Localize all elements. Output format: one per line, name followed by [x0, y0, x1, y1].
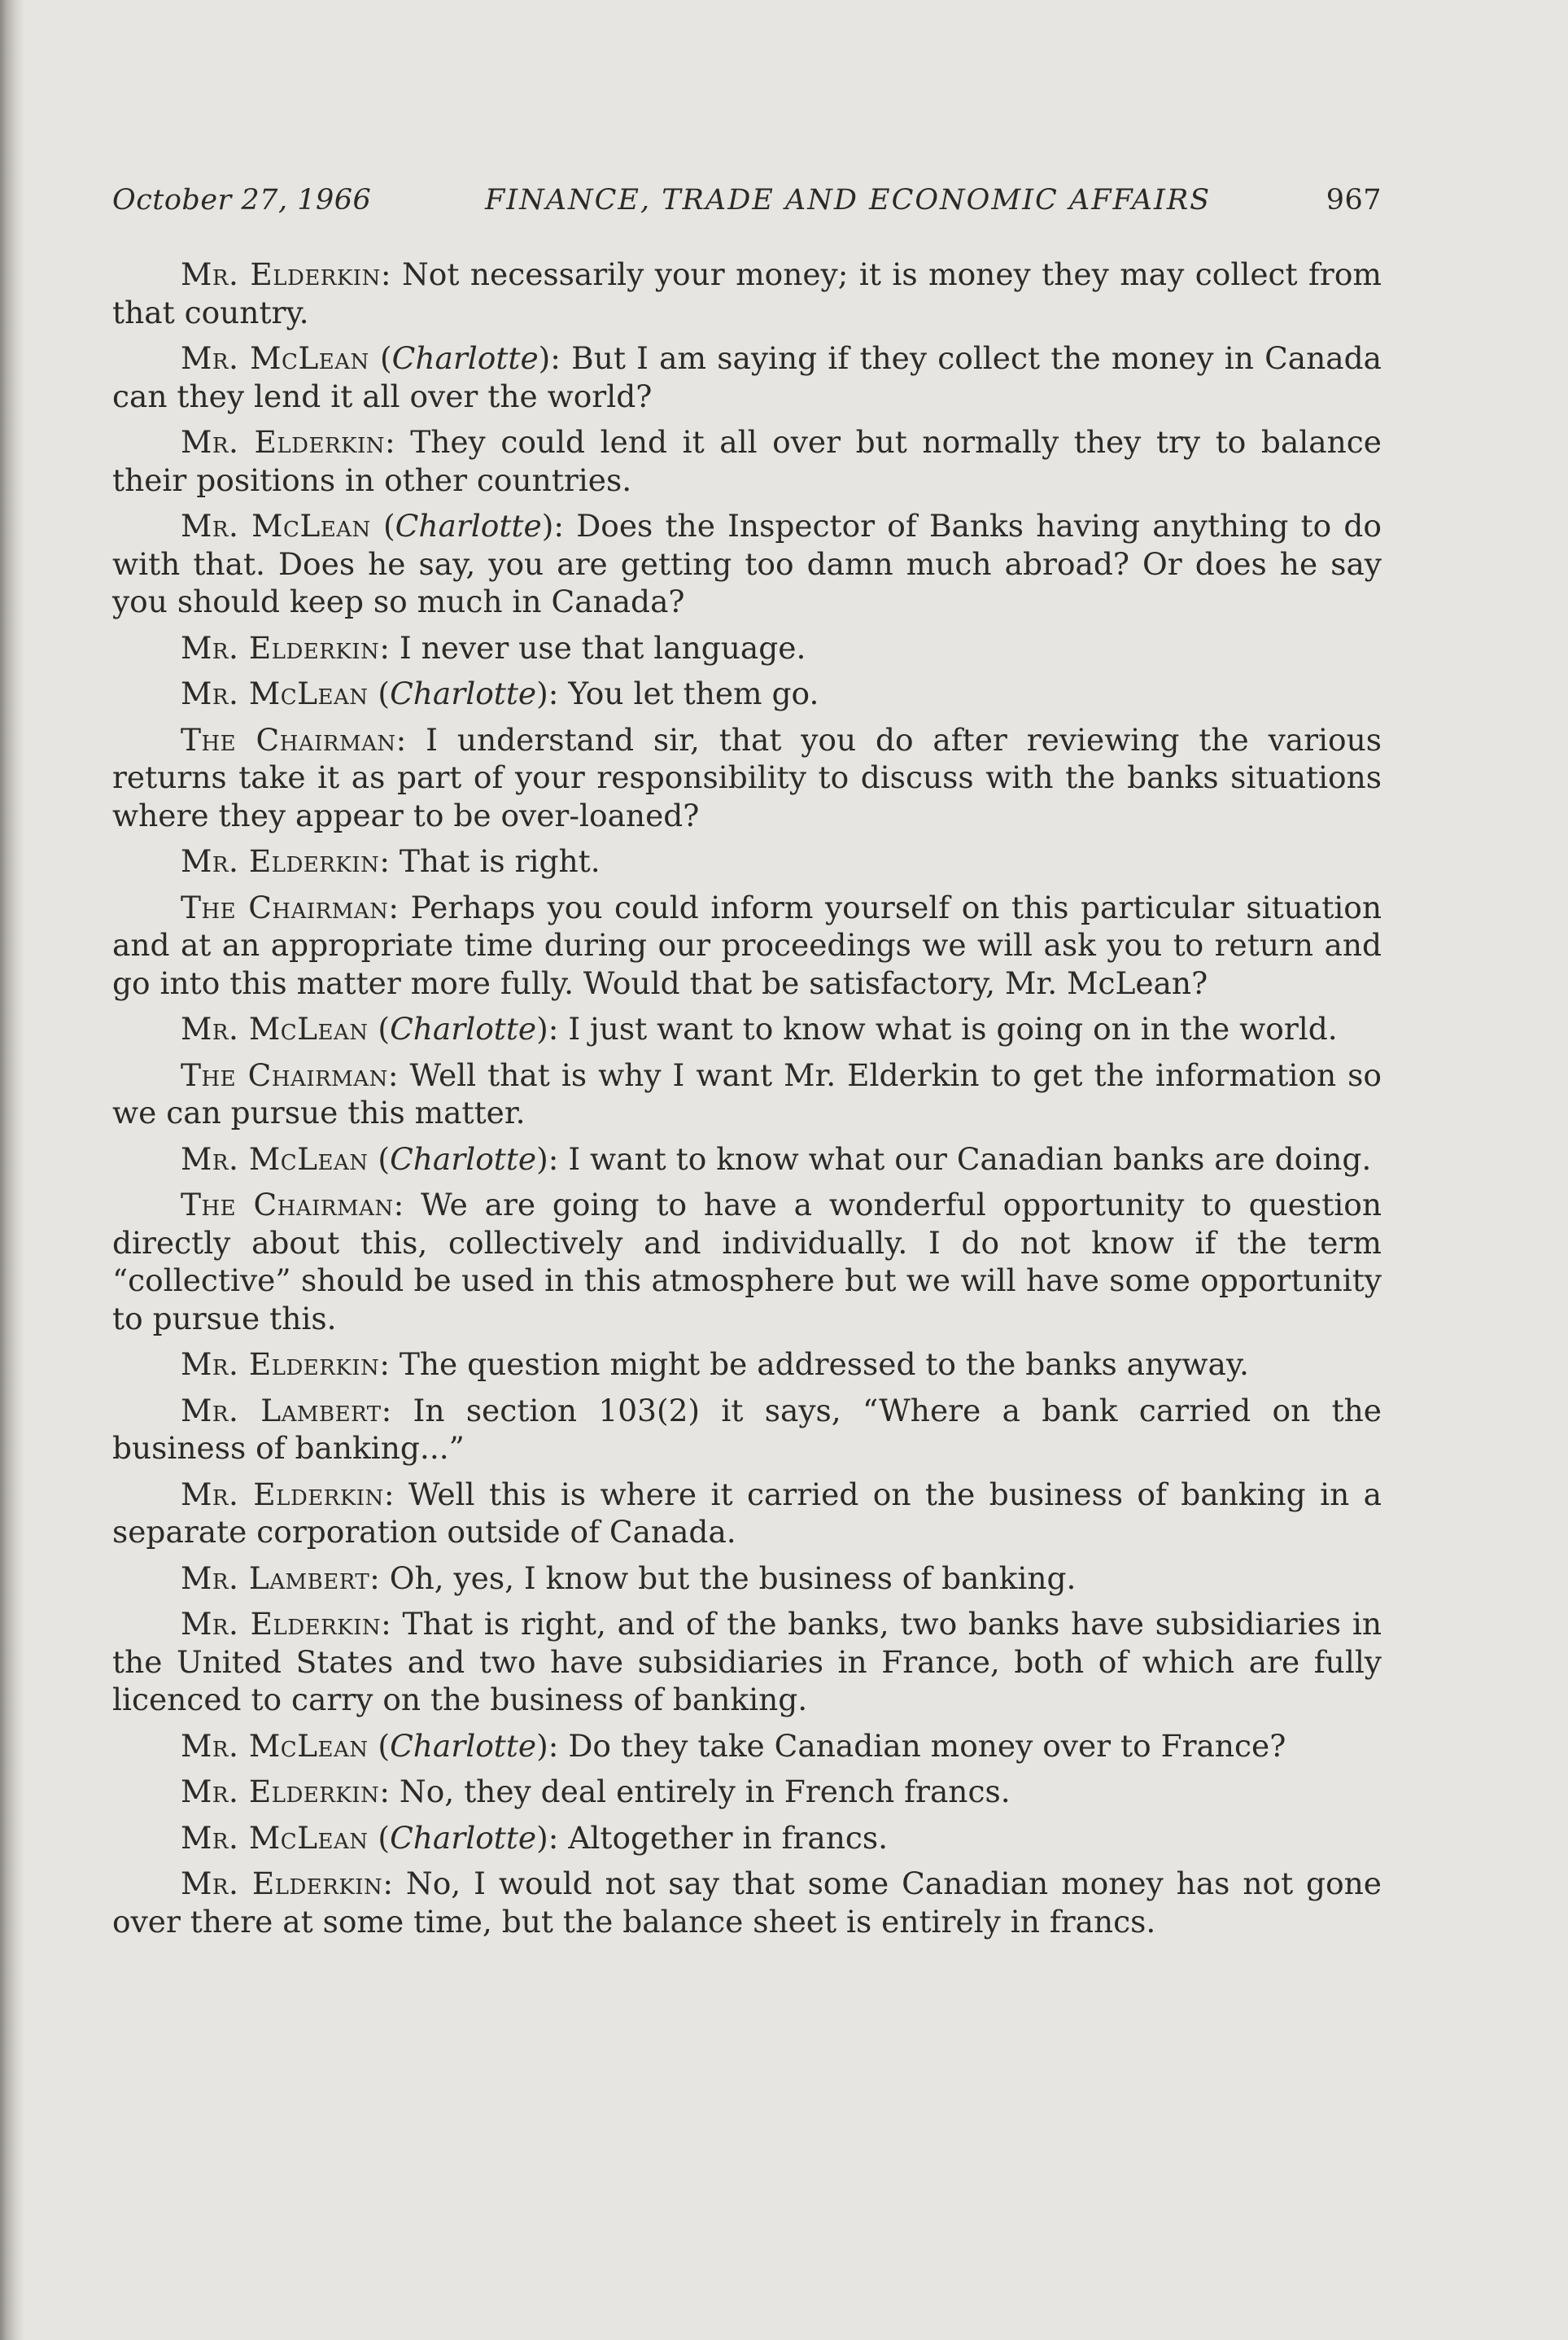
transcript-paragraph: Mr. Elderkin: Not necessarily your money; it is money they may collect from that country.	[112, 256, 1382, 330]
speaker-name: Mr. Elderkin	[181, 256, 381, 292]
transcript-paragraph: Mr. McLean (Charlotte): Do they take Canadian money over to France?	[181, 1727, 1286, 1764]
speaker-name: Mr. Elderkin	[181, 424, 385, 460]
speaker-name: The Chairman	[181, 889, 389, 925]
transcript-paragraph: Mr. McLean (Charlotte): I want to know what our Canadian banks are doing.	[181, 1140, 1372, 1177]
speaker-riding: Charlotte	[390, 1819, 537, 1856]
speech-text: We are going to have a wonderful opportunity to question directly about this, collectively and individually. I do not know if the term “collective” should be used in this atmosphere but we will have some opportunity to pursue this.	[112, 1187, 1382, 1336]
transcript-paragraph: Mr. Lambert: Oh, yes, I know but the business of banking.	[181, 1559, 1077, 1596]
speech-text: No, I would not say that some Canadian money has not gone over there at some time, but the balance sheet is entirely in francs.	[112, 1865, 1382, 1940]
speaker-riding: Charlotte	[395, 508, 542, 544]
speech-text: Perhaps you could inform yourself on this particular situation and at an appropriate time during our proceedings we will ask you to return and go into this matter more fully. Would that be satisfactory, Mr. McLean?	[112, 889, 1382, 1001]
speaker-name: Mr. Lambert	[181, 1559, 370, 1596]
transcript-body	[112, 256, 1382, 1949]
transcript-paragraph: Mr. Elderkin: No, I would not say that some Canadian money has not gone over there at some time, but the balance sheet is entirely in francs.	[112, 1865, 1382, 1940]
speaker-name: Mr. McLean	[181, 508, 371, 544]
transcript-paragraph: The Chairman: I understand sir, that you do after reviewing the various returns take it as part of your responsibility to discuss with the banks situations where they appear to be over-loaned?	[112, 721, 1382, 833]
speaker-name: Mr. Elderkin	[181, 1606, 382, 1642]
speaker-name: Mr. Elderkin	[181, 1476, 384, 1512]
transcript-paragraph: Mr. Elderkin: That is right, and of the banks, two banks have subsidiaries in the United States and two have subsidiaries in France, both of which are fully licenced to carry on the business of banking.	[112, 1606, 1382, 1717]
speaker-name: Mr. Lambert	[181, 1392, 382, 1428]
speech-text: I just want to know what is going on in the world.	[568, 1011, 1338, 1047]
transcript-paragraph: The Chairman: Perhaps you could inform yourself on this particular situation and at an appropriate time during our proceedings we will ask you to return and go into this matter more fully. Would that be satisfactory, Mr. McLean?	[112, 889, 1382, 1001]
speaker-name: Mr. McLean	[181, 676, 369, 711]
speech-text: I never use that language.	[399, 629, 806, 666]
speech-text: They could lend it all over but normally they try to balance their positions in other countries.	[112, 424, 1382, 498]
speaker-name: The Chairman	[181, 1056, 388, 1093]
speaker-riding: Charlotte	[390, 1011, 537, 1047]
speaker-riding: Charlotte	[390, 1140, 537, 1177]
speaker-name: Mr. Elderkin	[181, 1774, 380, 1809]
running-header	[112, 184, 1382, 225]
speech-text: Not necessarily your money; it is money they may collect from that country.	[112, 256, 1382, 330]
page-number: 967	[1326, 184, 1382, 217]
speaker-riding: Charlotte	[390, 676, 537, 711]
speech-text: You let them go.	[568, 676, 819, 711]
transcript-paragraph: The Chairman: We are going to have a wonderful opportunity to question directly about this, collectively and individually. I do not know if the term “collective” should be used in this atmosphere but we will have some opportunity to pursue this.	[112, 1187, 1382, 1336]
speaker-name: Mr. Elderkin	[181, 629, 380, 666]
transcript-paragraph: Mr. Elderkin: They could lend it all over but normally they try to balance their positions in other countries.	[112, 424, 1382, 498]
speaker-name: Mr. McLean	[181, 1140, 369, 1177]
speaker-name: Mr. McLean	[181, 1011, 369, 1047]
transcript-paragraph: Mr. McLean (Charlotte): Does the Inspector of Banks having anything to do with that. Does he say, you are getting too damn much abroad? Or does he say you should keep so much in Canada?	[112, 508, 1382, 619]
speech-text: I understand sir, that you do after reviewing the various returns take it as part of your responsibility to discuss with the banks situations where they appear to be over-loaned?	[112, 721, 1382, 833]
transcript-paragraph: Mr. Elderkin: I never use that language.	[181, 629, 806, 666]
transcript-paragraph: Mr. McLean (Charlotte): You let them go.	[181, 676, 819, 711]
speaker-name: Mr. McLean	[181, 340, 369, 376]
speech-text: But I am saying if they collect the money in Canada can they lend it all over the world?	[112, 340, 1382, 414]
speech-text: That is right, and of the banks, two banks have subsidiaries in the United States and two have subsidiaries in France, both of which are fully licenced to carry on the business of banking.	[112, 1606, 1382, 1717]
transcript-paragraph: Mr. McLean (Charlotte): I just want to know what is going on in the world.	[181, 1011, 1338, 1047]
speaker-riding: Charlotte	[391, 340, 539, 376]
speech-text: Does the Inspector of Banks having anything to do with that. Does he say, you are getting too damn much abroad? Or does he say you should keep so much in Canada?	[112, 508, 1382, 619]
speech-text: Oh, yes, I know but the business of banking.	[389, 1559, 1077, 1596]
transcript-paragraph: The Chairman: Well that is why I want Mr. Elderkin to get the information so we can pursue this matter.	[112, 1056, 1382, 1131]
speaker-name: Mr. Elderkin	[181, 1346, 380, 1382]
speech-text: In section 103(2) it says, “Where a bank carried on the business of banking...”	[112, 1392, 1382, 1466]
speaker-name: Mr. Elderkin	[181, 843, 380, 879]
speech-text: No, they deal entirely in French francs.	[399, 1774, 1011, 1809]
transcript-paragraph: Mr. McLean (Charlotte): Altogether in francs.	[181, 1819, 889, 1856]
speech-text: Well that is why I want Mr. Elderkin to get the information so we can pursue this matter.	[112, 1056, 1382, 1131]
speech-text: I want to know what our Canadian banks are doing.	[568, 1140, 1372, 1177]
speaker-name: The Chairman	[181, 1187, 394, 1222]
transcript-paragraph: Mr. Lambert: In section 103(2) it says, “Where a bank carried on the business of banking...”	[112, 1392, 1382, 1466]
speech-text: Altogether in francs.	[568, 1819, 889, 1856]
header-date: October 27, 1966	[112, 184, 372, 217]
transcript-paragraph: Mr. Elderkin: No, they deal entirely in French francs.	[181, 1774, 1011, 1809]
transcript-paragraph: Mr. Elderkin: Well this is where it carried on the business of banking in a separate corporation outside of Canada.	[112, 1476, 1382, 1550]
speaker-name: Mr. Elderkin	[181, 1865, 383, 1901]
speech-text: The question might be addressed to the banks anyway.	[399, 1346, 1249, 1382]
speaker-name: The Chairman	[181, 721, 396, 758]
transcript-paragraph: Mr. Elderkin: The question might be addressed to the banks anyway.	[181, 1346, 1249, 1382]
speaker-riding: Charlotte	[390, 1727, 537, 1764]
transcript-paragraph: Mr. Elderkin: That is right.	[181, 843, 601, 879]
speaker-name: Mr. McLean	[181, 1727, 369, 1764]
transcript-paragraph: Mr. McLean (Charlotte): But I am saying if they collect the money in Canada can they lend it all over the world?	[112, 340, 1382, 414]
speaker-name: Mr. McLean	[181, 1819, 369, 1856]
speech-text: That is right.	[399, 843, 601, 879]
header-title: FINANCE, TRADE AND ECONOMIC AFFAIRS	[485, 184, 1212, 217]
speech-text: Do they take Canadian money over to France?	[568, 1727, 1286, 1764]
speech-text: Well this is where it carried on the business of banking in a separate corporation outside of Canada.	[112, 1476, 1382, 1550]
